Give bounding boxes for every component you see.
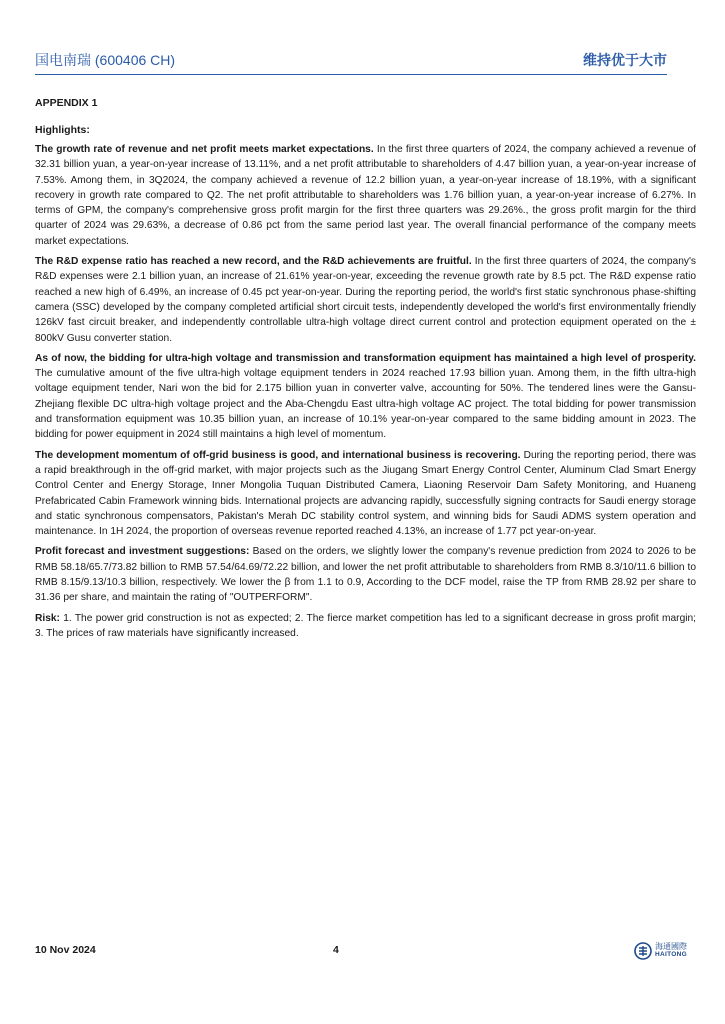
highlights-title: Highlights: [35, 124, 90, 136]
paragraph-body: The cumulative amount of the five ultra-high voltage equipment tenders in 2024 reached 17.93 billion yuan. Among them, in the fifth ultra-high voltage equipment tender, Nari won the bid for 2.175 billion yuan in converter valve, accounting for 50%. The tendered lines were the Gansu-Zhejiang flexible DC ultra-high voltage project and the Aba-Chengdu East ultra-high voltage AC project. The total bidding for power transmission and transformation equipment was 10.35 billion yuan, an increase of 10.1% year-on-year compared to the same bidding amount in 2023. The bidding for power equipment in 2024 still maintains a high level of momentum. [35, 368, 696, 441]
report-date: 10 Nov 2024 [35, 944, 96, 956]
page-footer [35, 940, 696, 962]
haitong-logo [634, 940, 696, 962]
logo-english-text: HAITONG [655, 951, 687, 958]
rating-tagline: 维持优于大市 [583, 52, 667, 68]
paragraph-off-grid [35, 448, 696, 540]
paragraph-lead: The R&D expense ratio has reached a new record, and the R&D achievements are fruitful. [35, 256, 472, 268]
paragraph-lead: Profit forecast and investment suggestions: [35, 546, 250, 558]
page-number: 4 [333, 944, 339, 956]
paragraph-body: 1. The power grid construction is not as expected; 2. The fierce market competition has led to a significant decrease in gross profit margin; 3. The prices of raw materials have significantly increased. [35, 612, 696, 639]
paragraph-revenue [35, 142, 696, 249]
paragraph-risk [35, 611, 696, 642]
company-ticker: 国电南瑞 (600406 CH) [35, 52, 176, 68]
paragraph-bidding [35, 351, 696, 443]
page-header [35, 48, 667, 75]
paragraph-body: In the first three quarters of 2024, the company achieved a revenue of 32.31 billion yuan, a year-on-year increase of 13.11%, and a net profit attributable to shareholders of 4.47 billion yuan, a year-on-year increase of 7.53%. Among them, in 3Q2024, the company achieved a revenue of 12.2 billion yuan, a year-on-year increase of 18.19%, with a significant recovery in growth rate compared to Q2. The net profit attributable to shareholders was 1.76 billion yuan, a year-on-year increase of 6.27%. In terms of GPM, the company's comprehensive gross profit margin for the first three quarters was 29.26%., the gross profit margin for the third quarter of 2024 was 29.63%, a decrease of 0.86 pct from the same period last year. The overall financial performance of the company meets market expectations. [35, 144, 697, 247]
paragraph-forecast [35, 544, 696, 605]
appendix-title: APPENDIX 1 [35, 97, 98, 109]
report-content [35, 96, 696, 646]
paragraph-body: In the first three quarters of 2024, the company's R&D expenses were 2.1 billion yuan, an increase of 21.61% year-on-year, exceeding the revenue growth rate by 8.5 pct. The R&D expense ratio reached a new high of 6.49%, an increase of 0.45 pct year-on-year. During the reporting period, the world's first static synchronous phase-shifting camera (SSC) developed by the company completed artificial short circuit tests, independently developed the world's first environmentally friendly 126kV fast circuit breaker, and independently controllable ultra-high voltage direct current control and protection equipment operated on the ± 800kV Gusu converter station. [35, 256, 696, 344]
haitong-logo-icon [634, 942, 652, 960]
paragraph-lead: As of now, the bidding for ultra-high voltage and transmission and transformation equipment has maintained a high level of prosperity. [35, 352, 696, 364]
paragraph-lead: The growth rate of revenue and net profit meets market expectations. [35, 144, 374, 155]
paragraph-body: During the reporting period, there was a rapid breakthrough in the off-grid market, with major projects such as the Jiugang Smart Energy Control Center, Aluminum Clad Smart Energy Control Center and Energy Storage, Inner Mongolia Tuquan Distributed Camera, Liaoning Reservoir Dam Safety Monitoring, and Huaneng Prefabricated Cabin Framework winning bids. International projects are advancing rapidly, successfully signing contracts for Saudi energy storage and static synchronous compensators, Pakistan's Merah DC stability control system, and winning bids for Saudi ADMS system operation and maintenance. In 1H 2024, the proportion of overseas revenue reported reached 4.13%, an increase of 1.77 pct year-on-year. [35, 449, 696, 538]
paragraph-lead: Risk: [35, 612, 60, 624]
logo-chinese-text: 海通國際 [655, 942, 687, 951]
paragraph-lead: The development momentum of off-grid business is good, and international business is recovering. [35, 449, 521, 461]
paragraph-body: Based on the orders, we slightly lower the company's revenue prediction from 2024 to 2026 to be RMB 58.18/65.7/73.82 billion to RMB 57.54/64.69/72.22 billion, and lower the net profit attributable to shareholders from RMB 8.3/10/11.6 billion to RMB 8.15/9.13/10.3 billion, respectively. We lower the β from 1.1 to 0.9, According to the DCF model, raise the TP from RMB 28.92 per share to 31.36 per share, and maintain the rating of "OUTPERFORM". [35, 546, 697, 604]
paragraph-rnd [35, 254, 696, 346]
